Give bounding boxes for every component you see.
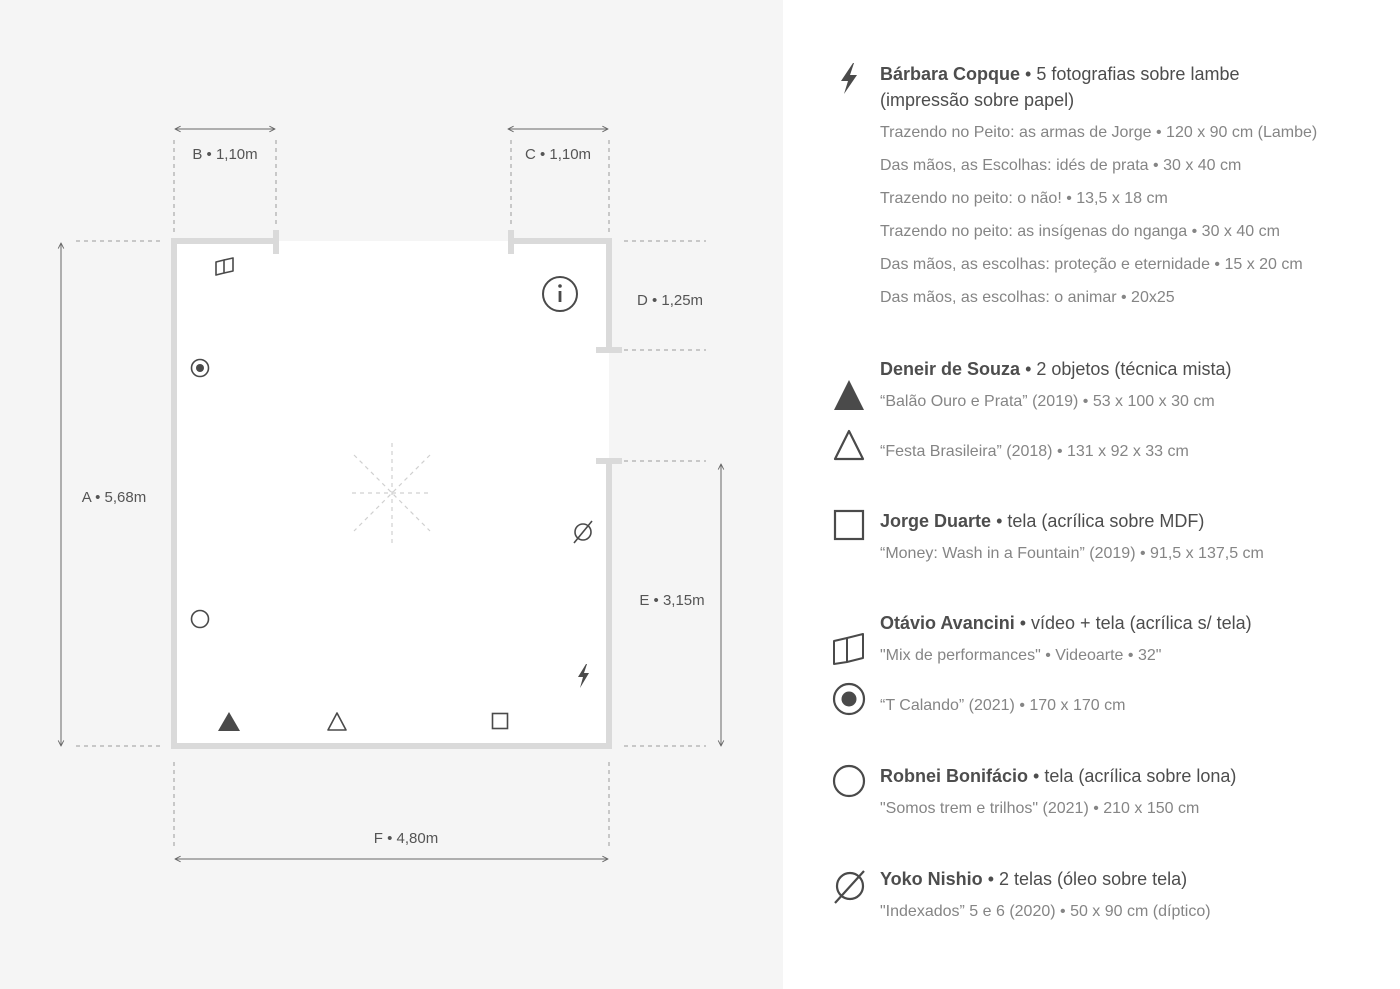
artwork-line: “T Calando” (2021) • 170 x 170 cm — [880, 697, 1126, 714]
artist-description: • tela (acrílica sobre MDF) — [996, 511, 1205, 531]
artist-description: • 2 telas (óleo sobre tela) — [987, 869, 1188, 889]
artist-name: Bárbara Copque — [880, 64, 1021, 84]
artwork-line: “Money: Wash in a Fountain” (2019) • 91,5 x 137,5 cm — [880, 545, 1264, 562]
artwork-line: Trazendo no peito: o não! • 13,5 x 18 cm — [880, 190, 1168, 207]
artwork-line: Das mãos, as escolhas: proteção e eternidade • 15 x 20 cm — [880, 256, 1303, 273]
dimension-label-f: F • 4,80m — [373, 830, 439, 847]
artist-description: • tela (acrílica sobre lona) — [1033, 766, 1237, 786]
dimension-label-d: D • 1,25m — [636, 292, 704, 309]
filled-triangle-icon — [832, 378, 866, 412]
artwork-line: Trazendo no Peito: as armas de Jorge • 120 x 90 cm (Lambe) — [880, 124, 1318, 141]
radio-circle-icon — [832, 682, 866, 716]
artist-description-continued: (impressão sobre papel) — [880, 90, 1075, 110]
artwork-line: “Balão Ouro e Prata” (2019) • 53 x 100 x 30 cm — [880, 393, 1215, 410]
artist-name: Yoko Nishio — [880, 869, 983, 889]
artist-description: • vídeo + tela (acrílica s/ tela) — [1019, 613, 1252, 633]
artist-name: Deneir de Souza — [880, 359, 1021, 379]
artist-heading — [880, 508, 1204, 534]
artwork-line: Das mãos, as escolhas: o animar • 20x25 — [880, 289, 1175, 306]
artist-heading — [880, 610, 1252, 636]
outline-triangle-icon — [832, 428, 866, 462]
artist-heading — [880, 763, 1236, 789]
square-icon — [832, 508, 866, 542]
dimension-label-e: E • 3,15m — [639, 592, 705, 609]
artist-heading — [880, 866, 1187, 892]
artwork-line: "Somos trem e trilhos" (2021) • 210 x 150 cm — [880, 800, 1200, 817]
dimension-label-b: B • 1,10m — [192, 146, 258, 163]
circle-icon — [832, 764, 866, 798]
artist-description: • 5 fotografias sobre lambe — [1025, 64, 1240, 84]
empty-set-icon — [832, 870, 866, 904]
lightning-icon — [832, 62, 866, 96]
artwork-line: Das mãos, as Escolhas: idés de prata • 30 x 40 cm — [880, 157, 1242, 174]
artwork-line: "Indexados” 5 e 6 (2020) • 50 x 90 cm (díptico) — [880, 903, 1211, 920]
artwork-line: Trazendo no peito: as insígenas do nganga • 30 x 40 cm — [880, 223, 1280, 240]
dimension-label-a: A • 5,68m — [81, 489, 147, 506]
artist-description: • 2 objetos (técnica mista) — [1025, 359, 1232, 379]
artist-name: Jorge Duarte — [880, 511, 992, 531]
dimension-label-c: C • 1,10m — [524, 146, 592, 163]
legend-panel — [783, 0, 1400, 989]
artist-heading — [880, 61, 1239, 87]
artist-name: Robnei Bonifácio — [880, 766, 1028, 786]
artist-heading — [880, 356, 1231, 382]
artwork-line: "Mix de performances" • Videoarte • 32" — [880, 647, 1162, 664]
artist-name: Otávio Avancini — [880, 613, 1015, 633]
video-icon — [832, 633, 866, 667]
artwork-line: “Festa Brasileira” (2018) • 131 x 92 x 33 cm — [880, 443, 1189, 460]
